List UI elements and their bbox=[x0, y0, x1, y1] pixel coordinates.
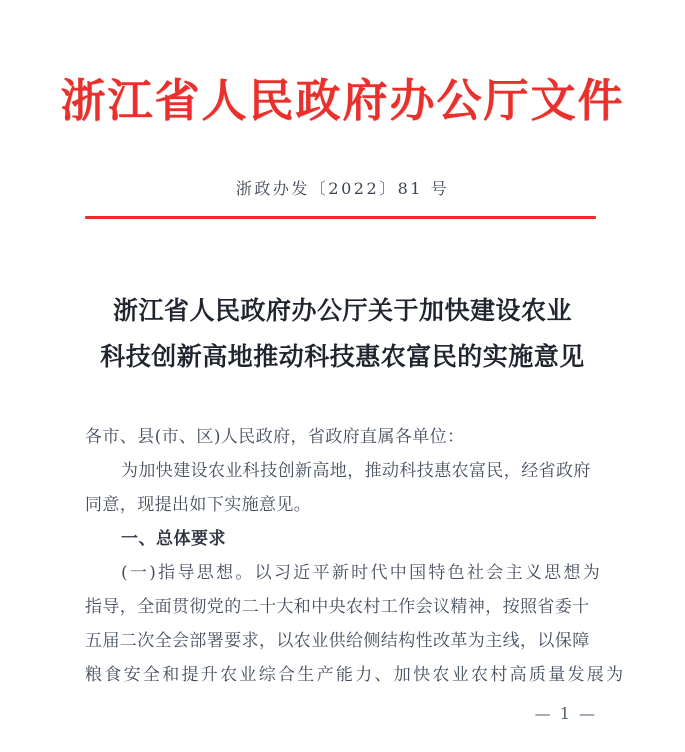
opening-paragraph-line-2: 同意，现提出如下实施意见。 bbox=[85, 495, 312, 515]
clause-line-4: 粮食安全和提升农业综合生产能力、加快农业农村高质量发展为 bbox=[85, 665, 626, 685]
page-number: — 1 — bbox=[534, 704, 597, 723]
document-number: 浙政办发〔2022〕81 号 bbox=[235, 179, 450, 198]
clause-line-2: 指导，全面贯彻党的二十大和中央农村工作会议精神，按照省委十 bbox=[85, 597, 590, 617]
document-title-line-1: 浙江省人民政府办公厅关于加快建设农业 bbox=[112, 296, 572, 325]
recipient-line: 各市、县(市、区)人民政府，省政府直属各单位： bbox=[85, 427, 465, 447]
opening-paragraph-line-1: 为加快建设农业科技创新高地，推动科技惠农富民，经省政府 bbox=[121, 461, 591, 481]
masthead-title: 浙江省人民政府办公厅文件 bbox=[60, 74, 625, 127]
clause-line-1: (一)指导思想。以习近平新时代中国特色社会主义思想为 bbox=[121, 563, 603, 583]
document-title-line-2: 科技创新高地推动科技惠农富民的实施意见 bbox=[100, 342, 585, 371]
document-title bbox=[60, 288, 625, 380]
document-body bbox=[85, 420, 626, 692]
section-heading-overall-requirements: 一、总体要求 bbox=[121, 529, 226, 549]
clause-line-3: 五届二次全会部署要求，以农业供给侧结构性改革为主线，以保障 bbox=[85, 631, 590, 651]
masthead bbox=[0, 74, 685, 127]
red-separator-rule bbox=[85, 216, 596, 219]
